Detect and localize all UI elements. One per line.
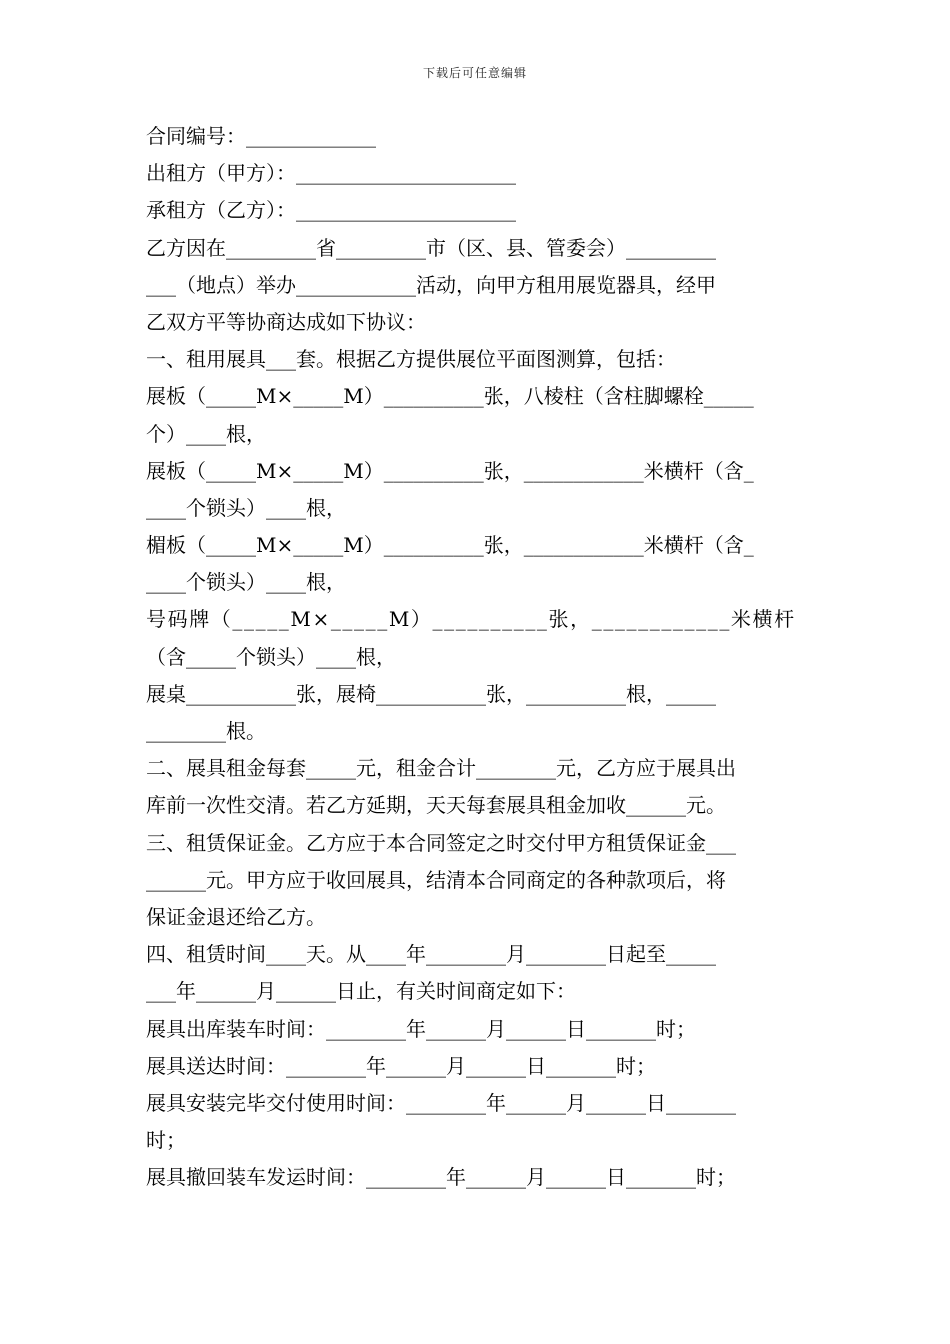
lessee-line: 承租方（乙方）：______________________	[146, 198, 516, 223]
preamble-line-2: ___（地点）举办____________活动，向甲方租用展览器具，经甲	[146, 272, 716, 297]
clause-4-withdrawal-time: 展具撤回装车发运时间：________年______月______日_______时；	[146, 1165, 736, 1190]
clause-1-item-panel-1a: 展板（_____M×_____M）__________张，八棱柱（含柱脚螺栓_____	[146, 384, 754, 409]
clause-1-item-table-chair-a: 展桌___________张，展椅___________张，__________根，_____	[146, 681, 716, 706]
contract-number-line: 合同编号：_____________	[146, 124, 376, 148]
clause-1-heading: 一、租用展具___套。根据乙方提供展位平面图测算，包括：	[146, 347, 676, 372]
clause-1-item-panel-2b: ____个锁头）____根，	[146, 495, 346, 520]
clause-3-line-2: ______元。甲方应于收回展具，结清本合同商定的各种款项后，将	[146, 867, 726, 892]
lessor-line: 出租方（甲方）：______________________	[146, 161, 516, 186]
clause-3-line-3: 保证金退还给乙方。	[146, 904, 326, 929]
clause-4-installation-time-a: 展具安装完毕交付使用时间：________年______月______日_______	[146, 1090, 736, 1115]
clause-3-line-1: 三、租赁保证金。乙方应于本合同签定之时交付甲方租赁保证金___	[146, 830, 736, 855]
clause-1-item-number-plate-b: （含_____个锁头）____根，	[146, 644, 396, 669]
clause-1-item-lintel-a: 楣板（_____M×_____M）__________张，____________米横杆（含_	[146, 533, 754, 558]
clause-1-item-number-plate-a: 号码牌（_____M×_____M）__________张，____________米横杆	[146, 607, 796, 632]
clause-4-line-1: 四、租赁时间____天。从____年________月________日起至_____	[146, 942, 716, 967]
clause-2-line-1: 二、展具租金每套_____元，租金合计________元，乙方应于展具出	[146, 756, 736, 781]
clause-1-item-table-chair-b: ________根。	[146, 719, 266, 743]
clause-4-installation-time-b: 时；	[146, 1128, 186, 1153]
clause-4-line-2: ___年______月______日止，有关时间商定如下：	[146, 979, 576, 1004]
preamble-line-3: 乙双方平等协商达成如下协议：	[146, 309, 426, 334]
clause-1-item-lintel-b: ____个锁头）____根，	[146, 570, 346, 595]
clause-2-line-2: 库前一次性交清。若乙方延期，天天每套展具租金加收______元。	[146, 793, 726, 818]
clause-4-delivery-time: 展具送达时间：________年______月______日_______时；	[146, 1053, 656, 1078]
clause-4-outbound-loading-time: 展具出库装车时间：________年______月______日_______时；	[146, 1016, 696, 1041]
clause-1-item-panel-2a: 展板（_____M×_____M）__________张，____________米横杆（含_	[146, 458, 754, 483]
page-header: 下载后可任意编辑	[422, 66, 527, 80]
clause-1-item-panel-1b: 个）____根，	[146, 421, 266, 446]
preamble-line-1: 乙方因在_________省_________市（区、县、管委会）_________	[146, 235, 716, 260]
contract-body	[146, 118, 811, 1196]
